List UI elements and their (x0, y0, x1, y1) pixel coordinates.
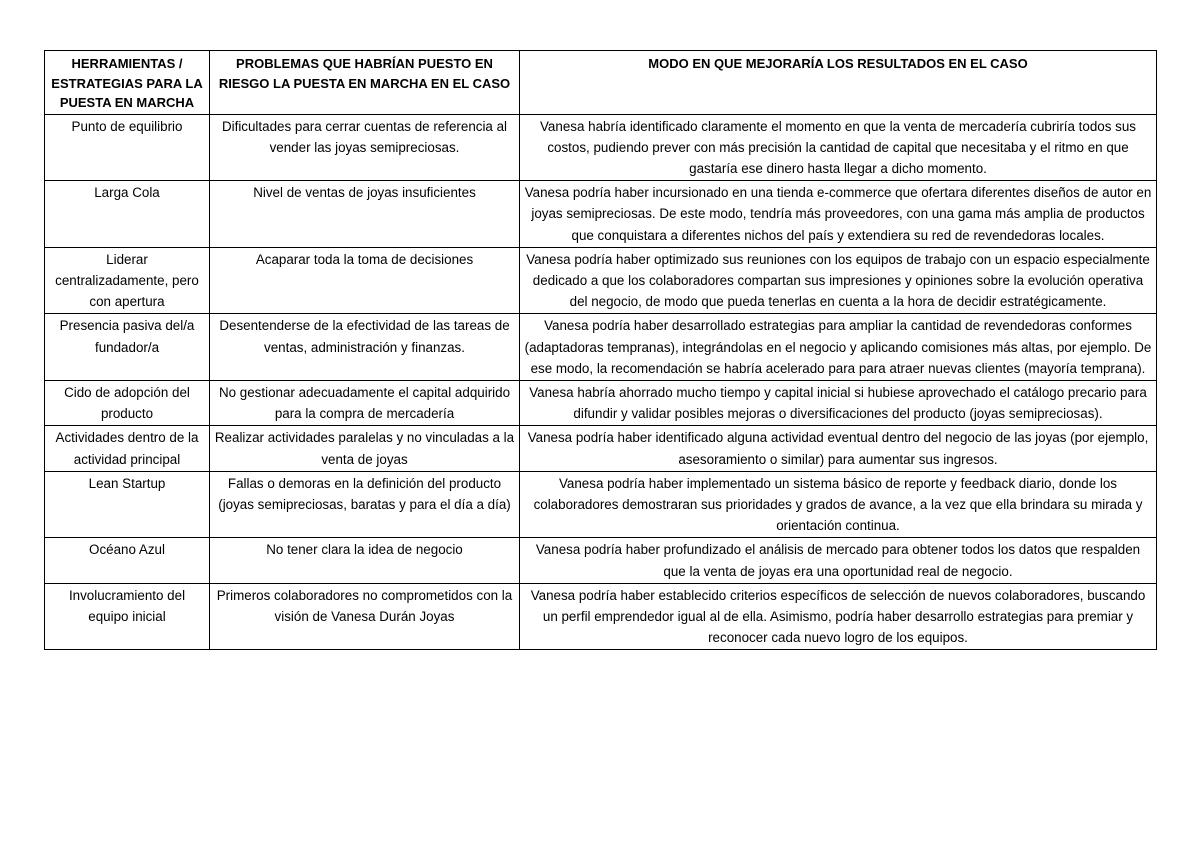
table-row (45, 247, 1157, 314)
table-row (45, 426, 1157, 471)
improvement-cell: Vanesa podría haber implementado un sistema básico de reporte y feedback diario, donde los colaboradores demostraran sus prioridades y grados de avance, a la vez que ella brindara su mirada y orientación continua. (520, 471, 1157, 538)
tool-cell: Presencia pasiva del/a fundador/a (45, 314, 210, 381)
table-row (45, 380, 1157, 425)
tool-cell: Cido de adopción del producto (45, 380, 210, 425)
table-row (45, 314, 1157, 381)
table-row (45, 114, 1157, 181)
problem-cell: Primeros colaboradores no comprometidos con la visión de Vanesa Durán Joyas (210, 583, 520, 650)
tool-cell: Larga Cola (45, 181, 210, 248)
problem-cell: No tener clara la idea de negocio (210, 538, 520, 583)
problem-cell: Nivel de ventas de joyas insuficientes (210, 181, 520, 248)
improvement-cell: Vanesa podría haber identificado alguna actividad eventual dentro del negocio de las joyas (por ejemplo, asesoramiento o similar) para aumentar sus ingresos. (520, 426, 1157, 471)
problem-cell: Dificultades para cerrar cuentas de referencia al vender las joyas semipreciosas. (210, 114, 520, 181)
table-row (45, 471, 1157, 538)
table-header-row (45, 51, 1157, 115)
tool-cell: Océano Azul (45, 538, 210, 583)
problem-cell: No gestionar adecuadamente el capital adquirido para la compra de mercadería (210, 380, 520, 425)
improvement-cell: Vanesa podría haber establecido criterios específicos de selección de nuevos colaboradores, buscando un perfil emprendedor igual al de ella. Asimismo, podría haber desarrollo estrategias para premiar y reconocer cada nuevo logro de los equipos. (520, 583, 1157, 650)
problem-cell: Fallas o demoras en la definición del producto (joyas semipreciosas, baratas y para el día a día) (210, 471, 520, 538)
problem-cell: Realizar actividades paralelas y no vinculadas a la venta de joyas (210, 426, 520, 471)
table-row (45, 181, 1157, 248)
tool-cell: Actividades dentro de la actividad principal (45, 426, 210, 471)
header-improvements: MODO EN QUE MEJORARÍA LOS RESULTADOS EN EL CASO (520, 51, 1157, 115)
tool-cell: Punto de equilibrio (45, 114, 210, 181)
header-problems: PROBLEMAS QUE HABRÍAN PUESTO EN RIESGO LA PUESTA EN MARCHA EN EL CASO (210, 51, 520, 115)
tool-cell: Lean Startup (45, 471, 210, 538)
improvement-cell: Vanesa podría haber profundizado el análisis de mercado para obtener todos los datos que respalden que la venta de joyas era una oportunidad real de negocio. (520, 538, 1157, 583)
table-row (45, 583, 1157, 650)
problem-cell: Acaparar toda la toma de decisiones (210, 247, 520, 314)
tool-cell: Liderar centralizadamente, pero con apertura (45, 247, 210, 314)
improvement-cell: Vanesa podría haber incursionado en una tienda e-commerce que ofertara diferentes diseños de autor en joyas semipreciosas. De este modo, tendría más proveedores, con una gama más amplia de productos que conquistara a diferentes nichos del país y extendiera su red de revendedoras locales. (520, 181, 1157, 248)
improvement-cell: Vanesa podría haber desarrollado estrategias para ampliar la cantidad de revendedoras conformes (adaptadoras tempranas), integrándolas en el negocio y aplicando comisiones más altas, por ejemplo. De ese modo, la recomendación se habría acelerado para para atraer nuevas clientes (mayoría temprana). (520, 314, 1157, 381)
strategies-table (44, 50, 1157, 650)
improvement-cell: Vanesa podría haber optimizado sus reuniones con los equipos de trabajo con un espacio especialmente dedicado a que los colaboradores compartan sus impresiones y opiniones sobre la evolución operativa del negocio, de modo que pueda tenerlas en cuenta a la hora de decidir estratégicamente. (520, 247, 1157, 314)
improvement-cell: Vanesa habría ahorrado mucho tiempo y capital inicial si hubiese aprovechado el catálogo precario para difundir y validar posibles mejoras o diversificaciones del producto (joyas semipreciosas). (520, 380, 1157, 425)
improvement-cell: Vanesa habría identificado claramente el momento en que la venta de mercadería cubriría todos sus costos, pudiendo prever con más precisión la cantidad de capital que necesitaba y el ritmo en que gastaría ese dinero hasta llegar a dicho momento. (520, 114, 1157, 181)
tool-cell: Involucramiento del equipo inicial (45, 583, 210, 650)
header-tools: HERRAMIENTAS / ESTRATEGIAS PARA LA PUESTA EN MARCHA (45, 51, 210, 115)
table-row (45, 538, 1157, 583)
problem-cell: Desentenderse de la efectividad de las tareas de ventas, administración y finanzas. (210, 314, 520, 381)
